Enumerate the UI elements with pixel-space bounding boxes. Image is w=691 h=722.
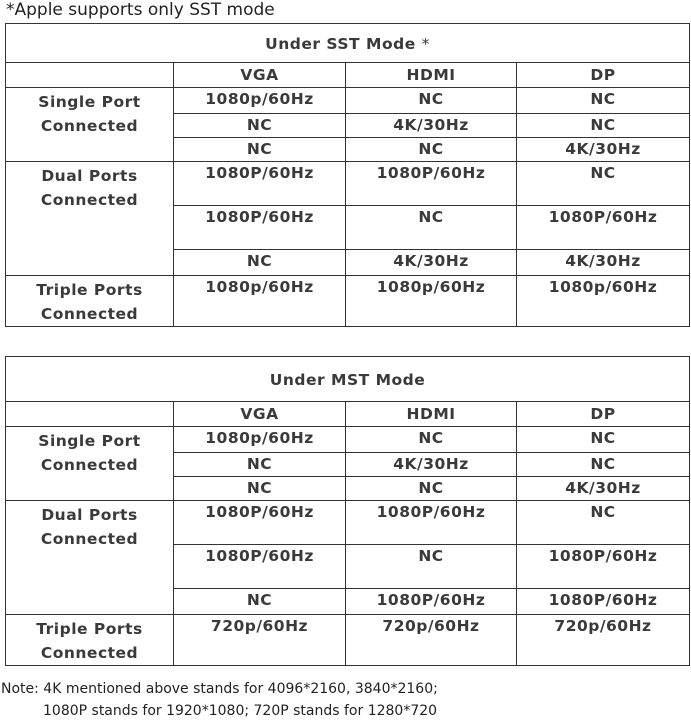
table-cell: NC <box>346 427 517 453</box>
row-label-dual-ports <box>6 501 174 615</box>
table-cell: NC <box>346 545 517 589</box>
row-label-line: Single Port <box>38 93 141 111</box>
row-label-line: Connected <box>40 117 139 135</box>
table-cell: 4K/30Hz <box>346 453 517 477</box>
table-cell: NC <box>174 453 346 477</box>
title-asterisk: * <box>421 35 430 53</box>
column-header-dp: DP <box>517 63 690 88</box>
mst-mode-table <box>5 356 690 666</box>
table-cell: 4K/30Hz <box>346 250 517 276</box>
header-empty-cell <box>6 402 174 427</box>
table-cell: 1080P/60Hz <box>346 162 517 206</box>
column-header-hdmi: HDMI <box>346 402 517 427</box>
table-cell: 4K/30Hz <box>517 138 690 162</box>
table-cell: 1080p/60Hz <box>174 276 346 327</box>
row-label-line: Connected <box>40 305 139 323</box>
table-cell: NC <box>174 477 346 501</box>
table-cell: NC <box>517 114 690 138</box>
row-label-line: Connected <box>40 530 139 548</box>
table-cell: NC <box>346 477 517 501</box>
table-cell: NC <box>174 589 346 615</box>
row-label-line: Connected <box>40 644 139 662</box>
column-header-vga: VGA <box>174 63 346 88</box>
table-cell: NC <box>517 427 690 453</box>
table-cell: NC <box>346 138 517 162</box>
apple-sst-note: *Apple supports only SST mode <box>6 0 275 20</box>
column-header-dp: DP <box>517 402 690 427</box>
table-cell: 1080P/60Hz <box>517 206 690 250</box>
table-cell: NC <box>174 138 346 162</box>
table-cell: 1080p/60Hz <box>174 427 346 453</box>
row-label-line: Connected <box>40 191 139 209</box>
footnote-line-2: 1080P stands for 1920*1080; 720P stands for 1280*720 <box>43 703 438 719</box>
row-label-line: Single Port <box>38 432 141 450</box>
row-label-triple-ports <box>6 615 174 666</box>
table-cell: 1080P/60Hz <box>346 501 517 545</box>
sst-mode-table <box>5 23 690 327</box>
table-title <box>6 357 690 402</box>
row-label-line: Dual Ports <box>41 167 138 185</box>
table-cell: NC <box>517 162 690 206</box>
table-cell: 1080P/60Hz <box>174 501 346 545</box>
row-label-line: Triple Ports <box>36 281 143 299</box>
footnote-line-1: Note: 4K mentioned above stands for 4096*2160, 3840*2160; <box>1 681 438 697</box>
footnote <box>1 678 438 722</box>
table-cell: 1080P/60Hz <box>174 206 346 250</box>
table-title-text: Under SST Mode <box>265 35 416 53</box>
table-cell: 1080P/60Hz <box>346 589 517 615</box>
column-header-hdmi: HDMI <box>346 63 517 88</box>
table-cell: 1080p/60Hz <box>346 276 517 327</box>
row-label-line: Dual Ports <box>41 506 138 524</box>
row-label-triple-ports <box>6 276 174 327</box>
row-label-single-port <box>6 88 174 162</box>
table-cell: 1080P/60Hz <box>174 545 346 589</box>
row-label-dual-ports <box>6 162 174 276</box>
row-label-line: Triple Ports <box>36 620 143 638</box>
table-cell: 1080P/60Hz <box>517 545 690 589</box>
table-title-text: Under MST Mode <box>269 371 426 389</box>
table-cell: 4K/30Hz <box>346 114 517 138</box>
table-cell: 1080P/60Hz <box>174 162 346 206</box>
table-cell: NC <box>174 250 346 276</box>
table-cell: 4K/30Hz <box>517 477 690 501</box>
table-cell: 720p/60Hz <box>517 615 690 666</box>
table-cell: NC <box>517 88 690 114</box>
table-cell: NC <box>517 501 690 545</box>
row-label-line: Connected <box>40 456 139 474</box>
table-cell: NC <box>346 206 517 250</box>
table-cell: NC <box>517 453 690 477</box>
table-cell: 1080P/60Hz <box>517 589 690 615</box>
table-cell: 4K/30Hz <box>517 250 690 276</box>
table-cell: 720p/60Hz <box>174 615 346 666</box>
table-cell: NC <box>346 88 517 114</box>
table-cell: 1080p/60Hz <box>174 88 346 114</box>
table-cell: NC <box>174 114 346 138</box>
row-label-single-port <box>6 427 174 501</box>
table-cell: 1080p/60Hz <box>517 276 690 327</box>
table-cell: 720p/60Hz <box>346 615 517 666</box>
column-header-vga: VGA <box>174 402 346 427</box>
table-title <box>6 24 690 63</box>
header-empty-cell <box>6 63 174 88</box>
